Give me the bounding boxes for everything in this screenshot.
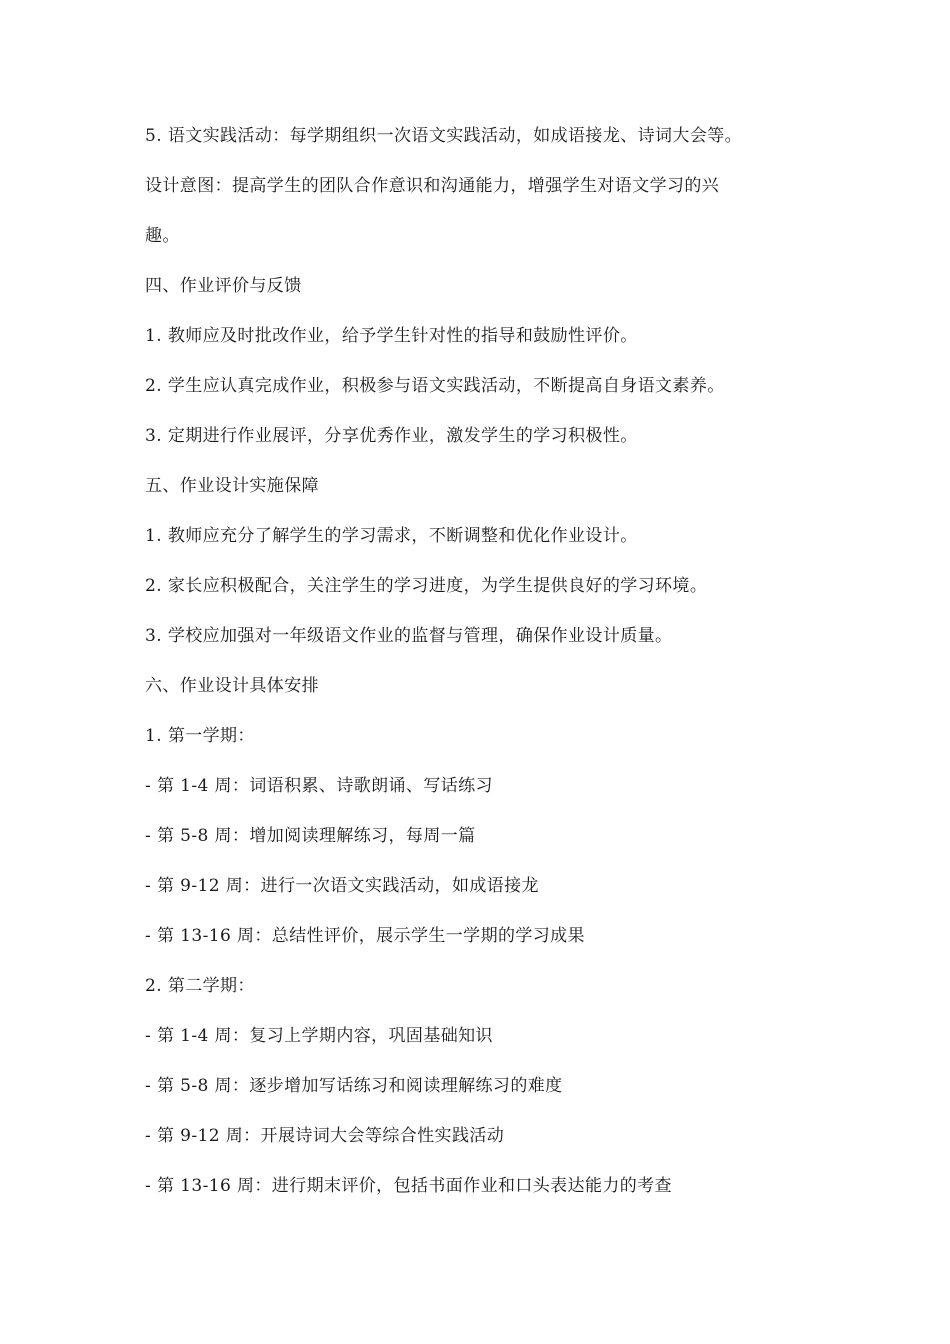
guarantee-item-2: 2. 家长应积极配合，关注学生的学习进度，为学生提供良好的学习环境。 bbox=[145, 576, 708, 596]
section-heading-schedule: 六、作业设计具体安排 bbox=[145, 676, 319, 696]
semester-1-week-13-16: - 第 13-16 周：总结性评价，展示学生一学期的学习成果 bbox=[145, 926, 585, 946]
semester-1-week-1-4: - 第 1-4 周：词语积累、诗歌朗诵、写话练习 bbox=[145, 776, 493, 796]
semester-1-week-5-8: - 第 5-8 周：增加阅读理解练习，每周一篇 bbox=[145, 826, 476, 846]
semester-2-week-13-16: - 第 13-16 周：进行期末评价，包括书面作业和口头表达能力的考查 bbox=[145, 1176, 672, 1196]
document-body bbox=[145, 118, 815, 1218]
semester-2-heading: 2. 第二学期： bbox=[145, 976, 255, 996]
paragraph-practice-activity: 5. 语文实践活动：每学期组织一次语文实践活动，如成语接龙、诗词大会等。 bbox=[145, 126, 743, 146]
section-heading-evaluation: 四、作业评价与反馈 bbox=[145, 276, 302, 296]
evaluation-item-2: 2. 学生应认真完成作业，积极参与语文实践活动，不断提高自身语文素养。 bbox=[145, 376, 725, 396]
semester-1-heading: 1. 第一学期： bbox=[145, 726, 255, 746]
semester-1-week-9-12: - 第 9-12 周：进行一次语文实践活动，如成语接龙 bbox=[145, 876, 539, 896]
paragraph-design-intent: 设计意图：提高学生的团队合作意识和沟通能力，增强学生对语文学习的兴 bbox=[145, 176, 720, 196]
semester-2-week-1-4: - 第 1-4 周：复习上学期内容，巩固基础知识 bbox=[145, 1026, 493, 1046]
evaluation-item-3: 3. 定期进行作业展评，分享优秀作业，激发学生的学习积极性。 bbox=[145, 426, 638, 446]
paragraph-design-intent-continued: 趣。 bbox=[145, 226, 180, 246]
semester-2-week-9-12: - 第 9-12 周：开展诗词大会等综合性实践活动 bbox=[145, 1126, 505, 1146]
section-heading-guarantee: 五、作业设计实施保障 bbox=[145, 476, 319, 496]
guarantee-item-3: 3. 学校应加强对一年级语文作业的监督与管理，确保作业设计质量。 bbox=[145, 626, 673, 646]
guarantee-item-1: 1. 教师应充分了解学生的学习需求，不断调整和优化作业设计。 bbox=[145, 526, 638, 546]
evaluation-item-1: 1. 教师应及时批改作业，给予学生针对性的指导和鼓励性评价。 bbox=[145, 326, 638, 346]
semester-2-week-5-8: - 第 5-8 周：逐步增加写话练习和阅读理解练习的难度 bbox=[145, 1076, 563, 1096]
